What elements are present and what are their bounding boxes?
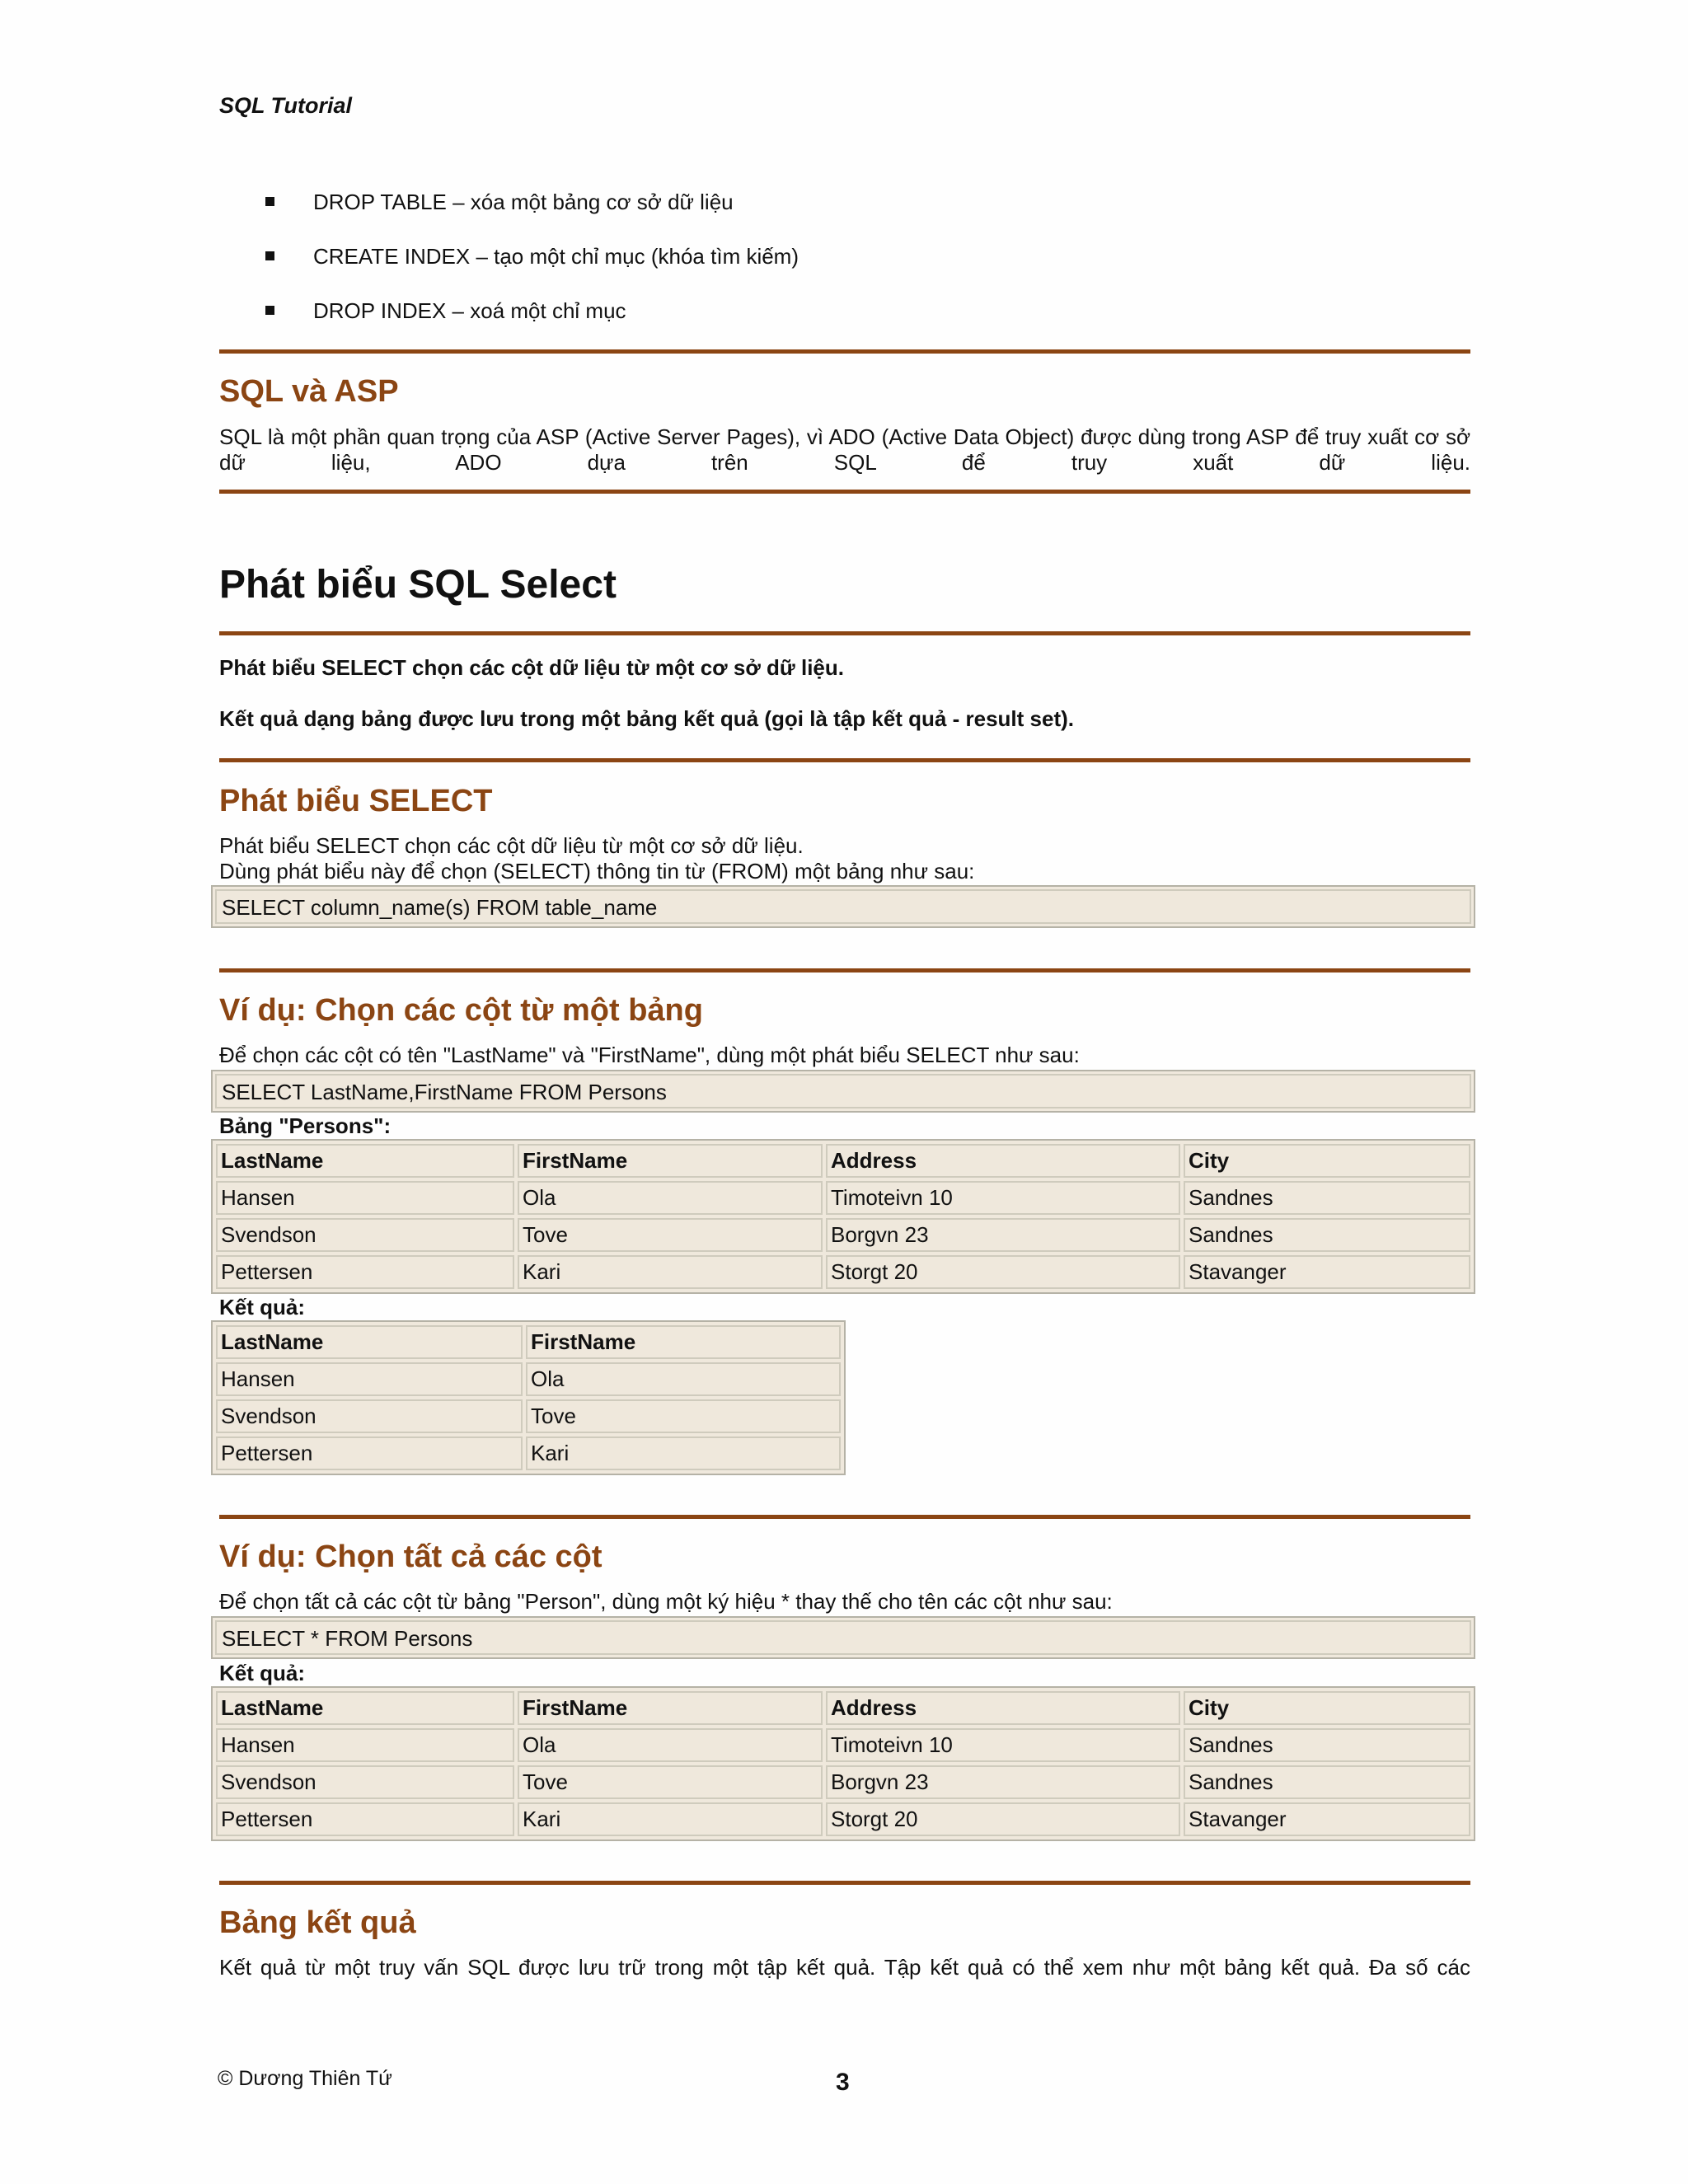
table-cell: Kari: [518, 1255, 823, 1289]
example2-desc: Để chọn tất cả các cột từ bảng "Person", dùng một ký hiệu * thay thế cho tên các cột như sau:: [219, 1589, 1113, 1614]
page-number: 3: [836, 2069, 850, 2096]
code-block-select-syntax: [211, 885, 1475, 928]
table-cell: Svendson: [216, 1399, 523, 1433]
column-header: Address: [826, 1691, 1180, 1725]
table-cell: Timoteivn 10: [826, 1181, 1180, 1215]
section-text-result: Kết quả từ một truy vấn SQL được lưu trữ trong một tập kết quả. Tập kết quả có thể xem như một bảng kết quả. Đa số các: [219, 1955, 1470, 1980]
bullet-item: DROP TABLE – xóa một bảng cơ sở dữ liệu: [265, 186, 799, 241]
table-row: [216, 1181, 1470, 1215]
table-cell: Pettersen: [216, 1436, 523, 1470]
result-table-all-columns: [211, 1686, 1475, 1841]
table-header-row: [216, 1325, 841, 1359]
table-cell: Timoteivn 10: [826, 1728, 1180, 1762]
persons-table: [211, 1139, 1475, 1294]
result-label: Kết quả:: [219, 1661, 305, 1685]
column-header: FirstName: [518, 1691, 823, 1725]
table-cell: Svendson: [216, 1765, 514, 1799]
table-cell: Ola: [518, 1728, 823, 1762]
page-title: Phát biểu SQL Select: [219, 563, 617, 607]
section-divider: [219, 1515, 1470, 1519]
table-cell: Sandnes: [1184, 1181, 1470, 1215]
table-row: [216, 1436, 841, 1470]
table-row: [216, 1362, 841, 1396]
persons-table-label: Bảng "Persons":: [219, 1113, 392, 1138]
table-cell: Tove: [526, 1399, 841, 1433]
column-header: FirstName: [518, 1144, 823, 1178]
code-text: SELECT column_name(s) FROM table_name: [215, 889, 1471, 924]
column-header: LastName: [216, 1144, 514, 1178]
table-cell: Hansen: [216, 1728, 514, 1762]
table-cell: Hansen: [216, 1362, 523, 1396]
table-cell: Stavanger: [1184, 1802, 1470, 1836]
section-divider: [219, 968, 1470, 972]
table-cell: Stavanger: [1184, 1255, 1470, 1289]
section-divider: [219, 758, 1470, 762]
table-header-row: [216, 1691, 1470, 1725]
column-header: FirstName: [526, 1325, 841, 1359]
table-cell: Storgt 20: [826, 1802, 1180, 1836]
example1-desc: Để chọn các cột có tên "LastName" và "FirstName", dùng một phát biểu SELECT như sau:: [219, 1043, 1080, 1067]
running-header: SQL Tutorial: [219, 93, 353, 118]
table-cell: Ola: [518, 1181, 823, 1215]
table-cell: Hansen: [216, 1181, 514, 1215]
example2-title: Ví dụ: Chọn tất cả các cột: [219, 1540, 603, 1574]
table-cell: Borgvn 23: [826, 1765, 1180, 1799]
table-cell: Sandnes: [1184, 1218, 1470, 1252]
column-header: City: [1184, 1691, 1470, 1725]
intro-line-2: Kết quả dạng bảng được lưu trong một bảng kết quả (gọi là tập kết quả - result set).: [219, 706, 1074, 731]
result-label: Kết quả:: [219, 1295, 305, 1319]
table-cell: Pettersen: [216, 1255, 514, 1289]
column-header: City: [1184, 1144, 1470, 1178]
bullet-item: CREATE INDEX – tạo một chỉ mục (khóa tìm kiếm): [265, 241, 799, 295]
column-header: Address: [826, 1144, 1180, 1178]
section-text-asp: SQL là một phần quan trọng của ASP (Active Server Pages), vì ADO (Active Data Object) được dùng trong ASP để truy xuất cơ sở dữ liệu, ADO dựa trên SQL để truy xuất dữ liệu.: [219, 424, 1470, 475]
table-cell: Storgt 20: [826, 1255, 1180, 1289]
table-row: [216, 1255, 1470, 1289]
code-block-example2: [211, 1616, 1475, 1659]
section-title-result: Bảng kết quả: [219, 1905, 416, 1940]
table-cell: Sandnes: [1184, 1765, 1470, 1799]
table-header-row: [216, 1144, 1470, 1178]
table-row: [216, 1765, 1470, 1799]
table-cell: Kari: [518, 1802, 823, 1836]
table-row: [216, 1728, 1470, 1762]
section-text-select-2: Dùng phát biểu này để chọn (SELECT) thông tin từ (FROM) một bảng như sau:: [219, 859, 975, 883]
section-divider: [219, 631, 1470, 635]
table-cell: Tove: [518, 1765, 823, 1799]
footer-author: © Dương Thiên Tứ: [218, 2067, 392, 2090]
table-row: [216, 1399, 841, 1433]
table-cell: Borgvn 23: [826, 1218, 1180, 1252]
table-row: [216, 1218, 1470, 1252]
table-cell: Kari: [526, 1436, 841, 1470]
code-text: SELECT LastName,FirstName FROM Persons: [215, 1074, 1471, 1108]
column-header: LastName: [216, 1325, 523, 1359]
table-cell: Pettersen: [216, 1802, 514, 1836]
result-table: [211, 1320, 846, 1475]
code-block-example1: [211, 1070, 1475, 1113]
table-cell: Sandnes: [1184, 1728, 1470, 1762]
intro-line-1: Phát biểu SELECT chọn các cột dữ liệu từ một cơ sở dữ liệu.: [219, 655, 844, 680]
table-cell: Svendson: [216, 1218, 514, 1252]
table-row: [216, 1802, 1470, 1836]
section-title-asp: SQL và ASP: [219, 374, 399, 409]
section-title-select: Phát biểu SELECT: [219, 784, 493, 818]
table-cell: Tove: [518, 1218, 823, 1252]
column-header: LastName: [216, 1691, 514, 1725]
section-text-select-1: Phát biểu SELECT chọn các cột dữ liệu từ một cơ sở dữ liệu.: [219, 833, 804, 858]
section-divider: [219, 490, 1470, 494]
code-text: SELECT * FROM Persons: [215, 1620, 1471, 1655]
section-divider: [219, 1881, 1470, 1885]
example1-title: Ví dụ: Chọn các cột từ một bảng: [219, 993, 703, 1028]
bullet-item: DROP INDEX – xoá một chỉ mục: [265, 295, 799, 349]
bullet-list: [265, 186, 799, 349]
section-divider: [219, 349, 1470, 354]
table-cell: Ola: [526, 1362, 841, 1396]
